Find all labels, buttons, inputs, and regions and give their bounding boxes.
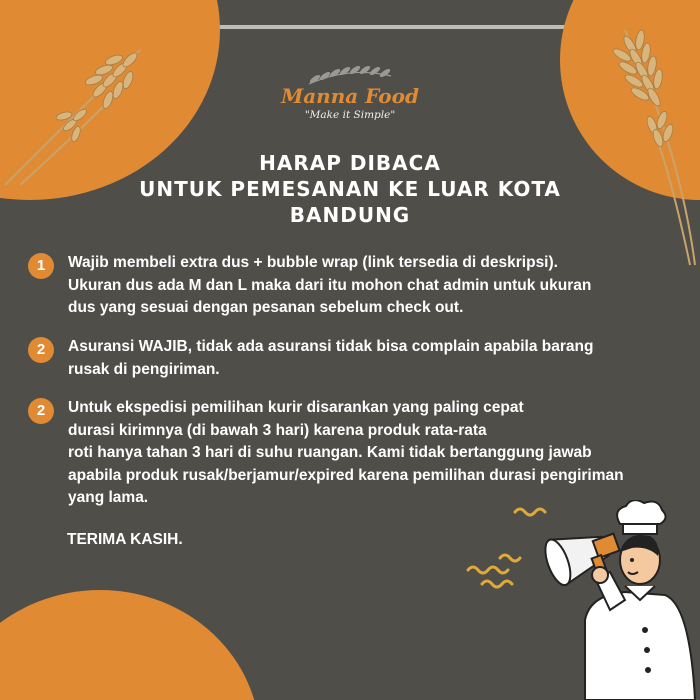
wheat-icon-right [530,0,700,270]
item-number-badge: 1 [28,253,54,279]
item-text [68,252,693,320]
item-line: rusak di pengiriman. [68,360,220,378]
title-line-1: HARAP DIBACA [259,151,441,175]
item-line: Asuransi WAJIB, tidak ada asuransi tidak bisa complain apabila barang [68,338,594,355]
title-line-3: BANDUNG [289,203,411,227]
brand-tagline: "Make it Simple" [304,109,396,121]
item-line: durasi kirimnya (di bawah 3 hari) karena produk rata-rata [68,421,487,439]
brand-logo [270,64,430,121]
decorative-blob-bottom-left [0,590,260,700]
brand-name: Manna Food [281,84,419,108]
item-text [68,336,693,381]
item-line: dus yang sesuai dengan pesanan sebelum check out. [68,299,464,316]
closing-text: TERIMA KASIH. [67,531,183,548]
item-line: Untuk ekspedisi pemilihan kurir disarankan yang paling cepat [68,399,524,416]
item-line: Wajib membeli extra dus + bubble wrap (link tersedia di deskripsi). [68,254,558,271]
wheat-leaves-icon [305,64,395,86]
chef-megaphone-icon [460,500,700,700]
item-number-badge: 2 [28,337,54,363]
item-line: roti hanya tahan 3 hari di suhu ruangan. Kami tidak bertanggung jawab [68,444,592,461]
item-line: apabila produk rusak/berjamur/expired karena pemilihan durasi pengiriman [68,466,624,484]
item-number-badge: 2 [28,398,54,424]
title-line-2: UNTUK PEMESANAN KE LUAR KOTA [139,177,561,201]
item-text [68,397,693,510]
item-line: Ukuran dus ada M dan L maka dari itu mohon chat admin untuk ukuran [68,276,592,294]
notice-title [90,150,610,228]
item-line: yang lama. [68,489,149,506]
